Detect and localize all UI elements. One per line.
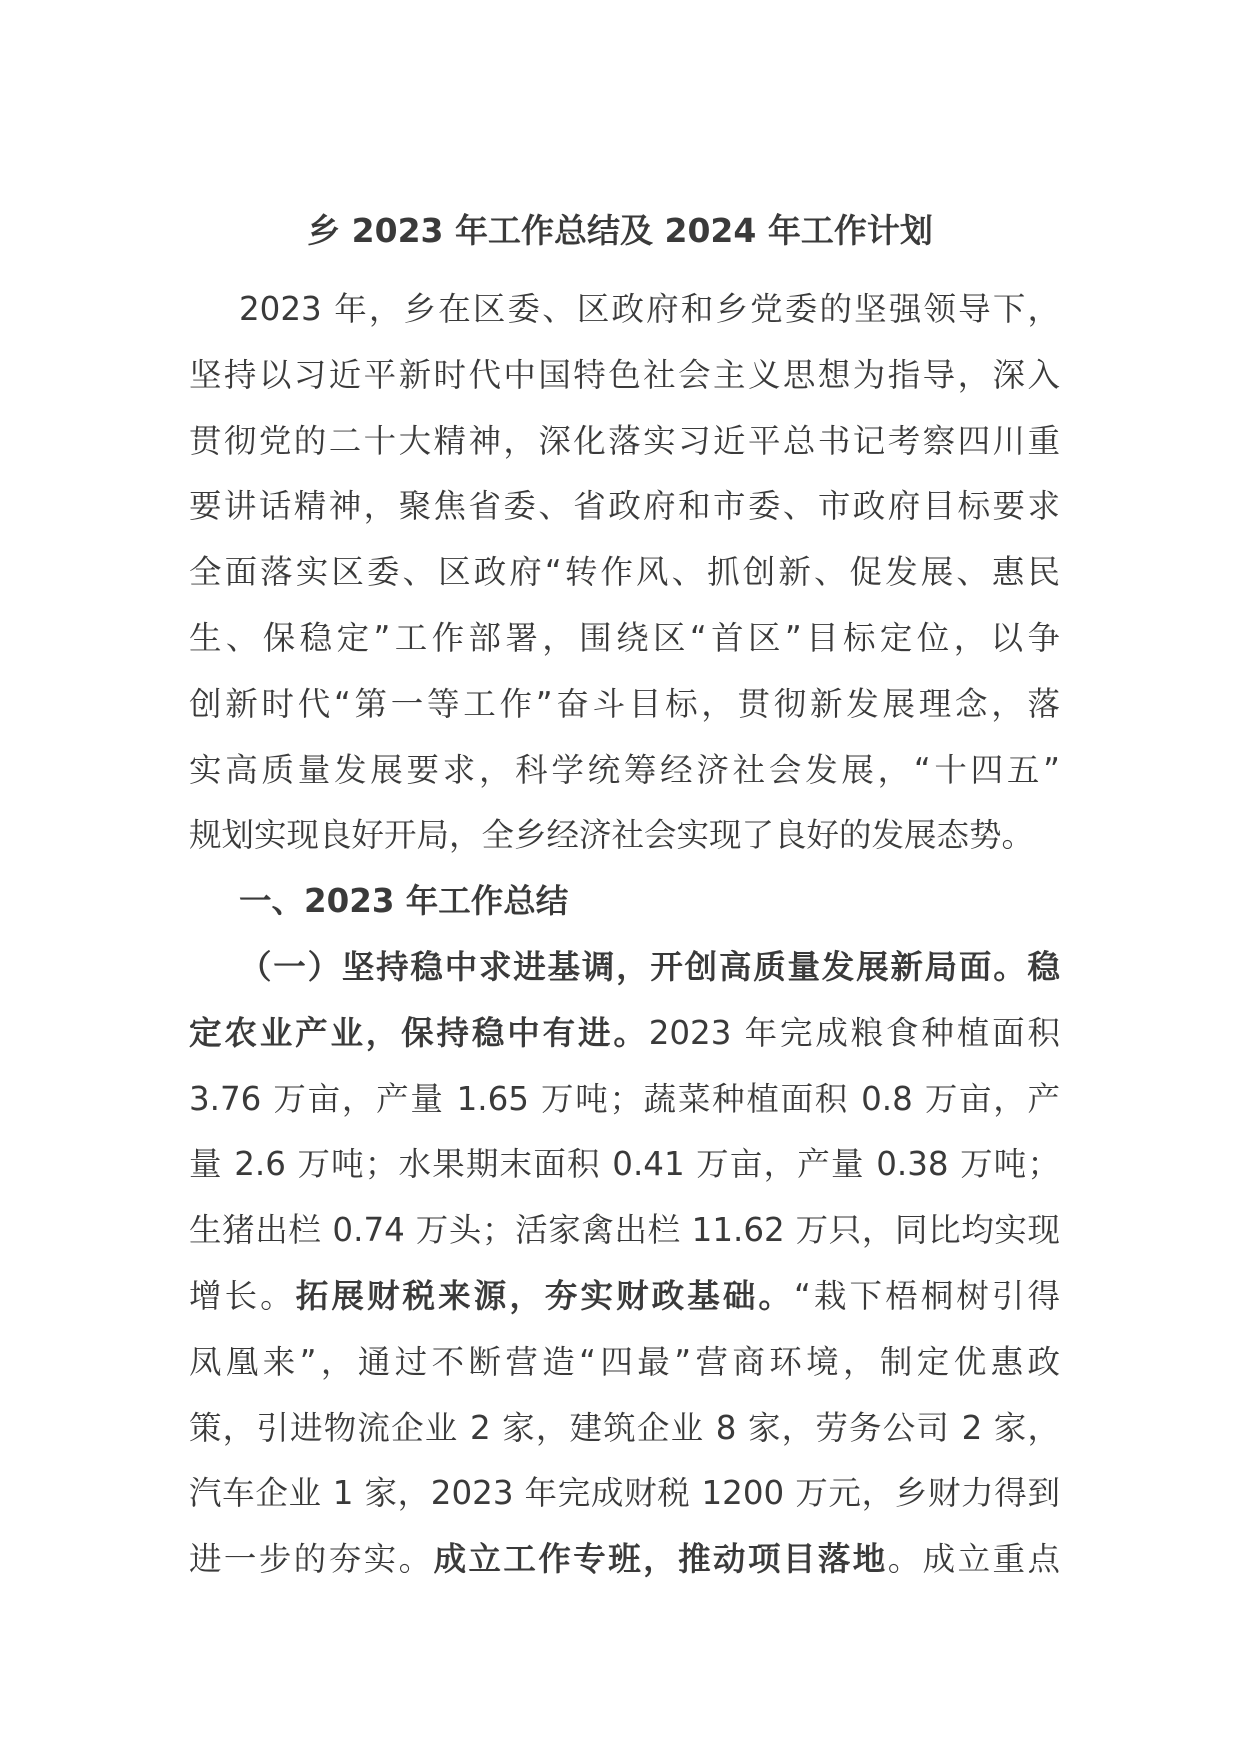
text-line [189,1461,1060,1527]
text-line [189,1132,1060,1198]
text: 规划实现良好开局，全乡经济社会实现了良好的发展态势。 [189,816,1035,855]
text: 实高质量发展要求，科学统筹经济社会发展，“十四五” [189,750,1060,789]
bold-text: 定农业产业，保持稳中有进。 [189,1013,649,1052]
bold-text: 一、2023 年工作总结 [239,882,569,921]
text: 进一步的夯实。 [189,1540,434,1579]
document-title: 乡 2023 年工作总结及 2024 年工作计划 [307,211,933,250]
text-line [189,474,1060,540]
text-line [189,277,1060,343]
text-line [189,803,1060,869]
bold-text: 成立工作专班，推动项目落地 [433,1540,888,1579]
text-line [189,606,1060,672]
text: 2023 年，乡在区委、区政府和乡党委的坚强领导下， [239,290,1060,328]
text: “栽下梧桐树引得 [794,1276,1060,1315]
text-line [189,1396,1060,1462]
text-line [189,1527,1060,1593]
text: 2023 年完成粮食种植面积 [648,1013,1060,1052]
text-line [189,409,1060,475]
document-body [189,277,1060,1593]
text-line [189,1330,1060,1396]
text-line [189,935,1060,1001]
text: 。成立重点 [887,1540,1060,1579]
text: 坚持以习近平新时代中国特色社会主义思想为指导，深入 [189,355,1060,394]
text: 策，引进物流企业 2 家，建筑企业 8 家，劳务公司 2 家， [189,1408,1060,1447]
text-line [189,1198,1060,1264]
text: 3.76 万亩，产量 1.65 万吨；蔬菜种植面积 0.8 万亩，产 [189,1079,1060,1118]
text-line [189,738,1060,804]
text: 凤凰来”，通过不断营造“四最”营商环境，制定优惠政 [189,1342,1060,1381]
text: 生猪出栏 0.74 万头；活家禽出栏 11.62 万只，同比均实现 [189,1211,1060,1250]
text-line [189,672,1060,738]
text: 生、保稳定”工作部署，围绕区“首区”目标定位，以争 [189,618,1060,657]
text: 创新时代“第一等工作”奋斗目标，贯彻新发展理念，落 [189,684,1060,723]
text-line [189,1001,1060,1067]
text: 汽车企业 1 家，2023 年完成财税 1200 万元，乡财力得到 [189,1474,1060,1513]
text: 全面落实区委、区政府“转作风、抓创新、促发展、惠民 [189,553,1060,592]
text: 量 2.6 万吨；水果期末面积 0.41 万亩，产量 0.38 万吨； [189,1145,1060,1184]
text-line [189,1067,1060,1133]
bold-text: （一）坚持稳中求进基调，开创高质量发展新局面。稳 [239,947,1060,986]
bold-text: 拓展财税来源，夯实财政基础。 [295,1276,795,1315]
text-line [189,540,1060,606]
text: 贯彻党的二十大精神，深化落实习近平总书记考察四川重 [189,421,1060,460]
section-heading [189,869,1060,935]
text: 增长。 [189,1276,296,1315]
text: 要讲话精神，聚焦省委、省政府和市委、市政府目标要求 [189,487,1060,526]
text-line [189,1264,1060,1330]
text-line [189,343,1060,409]
